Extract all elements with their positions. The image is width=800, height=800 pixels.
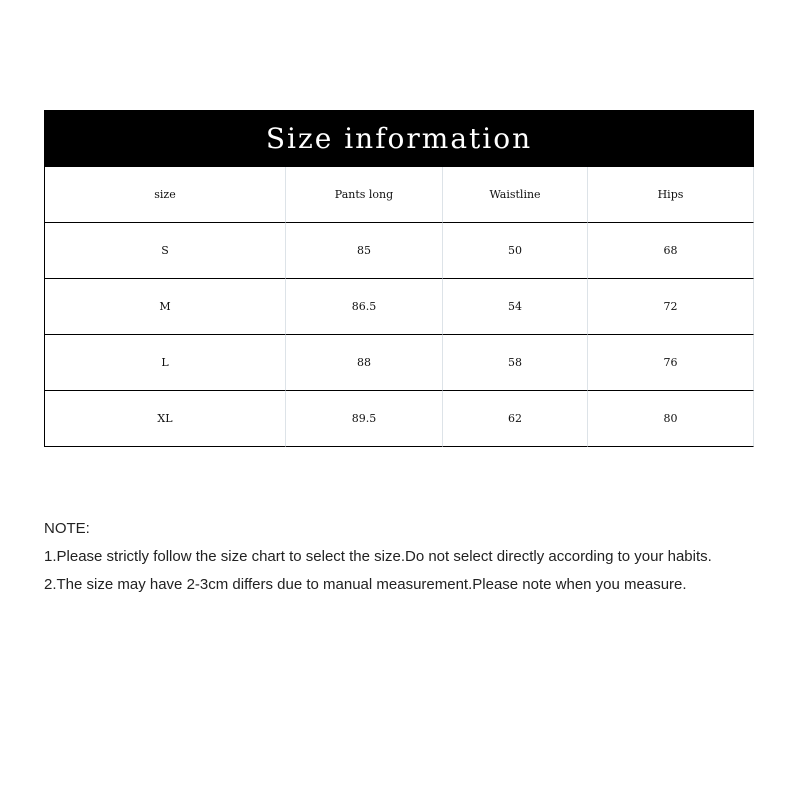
column-header-hips: Hips bbox=[588, 167, 754, 223]
table-cell-pants-long: 88 bbox=[286, 335, 443, 391]
table-cell-waistline: 58 bbox=[443, 335, 588, 391]
table-cell-pants-long: 85 bbox=[286, 223, 443, 279]
column-header-size: size bbox=[44, 167, 286, 223]
note-section bbox=[44, 515, 784, 599]
table-cell-size: XL bbox=[44, 391, 286, 447]
table-cell-hips: 80 bbox=[588, 391, 754, 447]
table-cell-hips: 72 bbox=[588, 279, 754, 335]
table-cell-waistline: 54 bbox=[443, 279, 588, 335]
table-cell-hips: 76 bbox=[588, 335, 754, 391]
note-line-2: 2.The size may have 2-3cm differs due to manual measurement.Please note when you measure. bbox=[44, 576, 687, 593]
column-header-waistline: Waistline bbox=[443, 167, 588, 223]
table-cell-size: L bbox=[44, 335, 286, 391]
table-cell-pants-long: 89.5 bbox=[286, 391, 443, 447]
table-cell-waistline: 62 bbox=[443, 391, 588, 447]
table-cell-hips: 68 bbox=[588, 223, 754, 279]
table-cell-size: M bbox=[44, 279, 286, 335]
table-grid bbox=[44, 167, 754, 447]
note-heading: NOTE: bbox=[44, 520, 90, 537]
table-cell-waistline: 50 bbox=[443, 223, 588, 279]
table-cell-pants-long: 86.5 bbox=[286, 279, 443, 335]
size-table bbox=[44, 110, 754, 447]
note-line-1: 1.Please strictly follow the size chart to select the size.Do not select directly according to your habits. bbox=[44, 548, 712, 565]
column-header-pants-long: Pants long bbox=[286, 167, 443, 223]
table-title: Size information bbox=[44, 110, 754, 167]
table-cell-size: S bbox=[44, 223, 286, 279]
